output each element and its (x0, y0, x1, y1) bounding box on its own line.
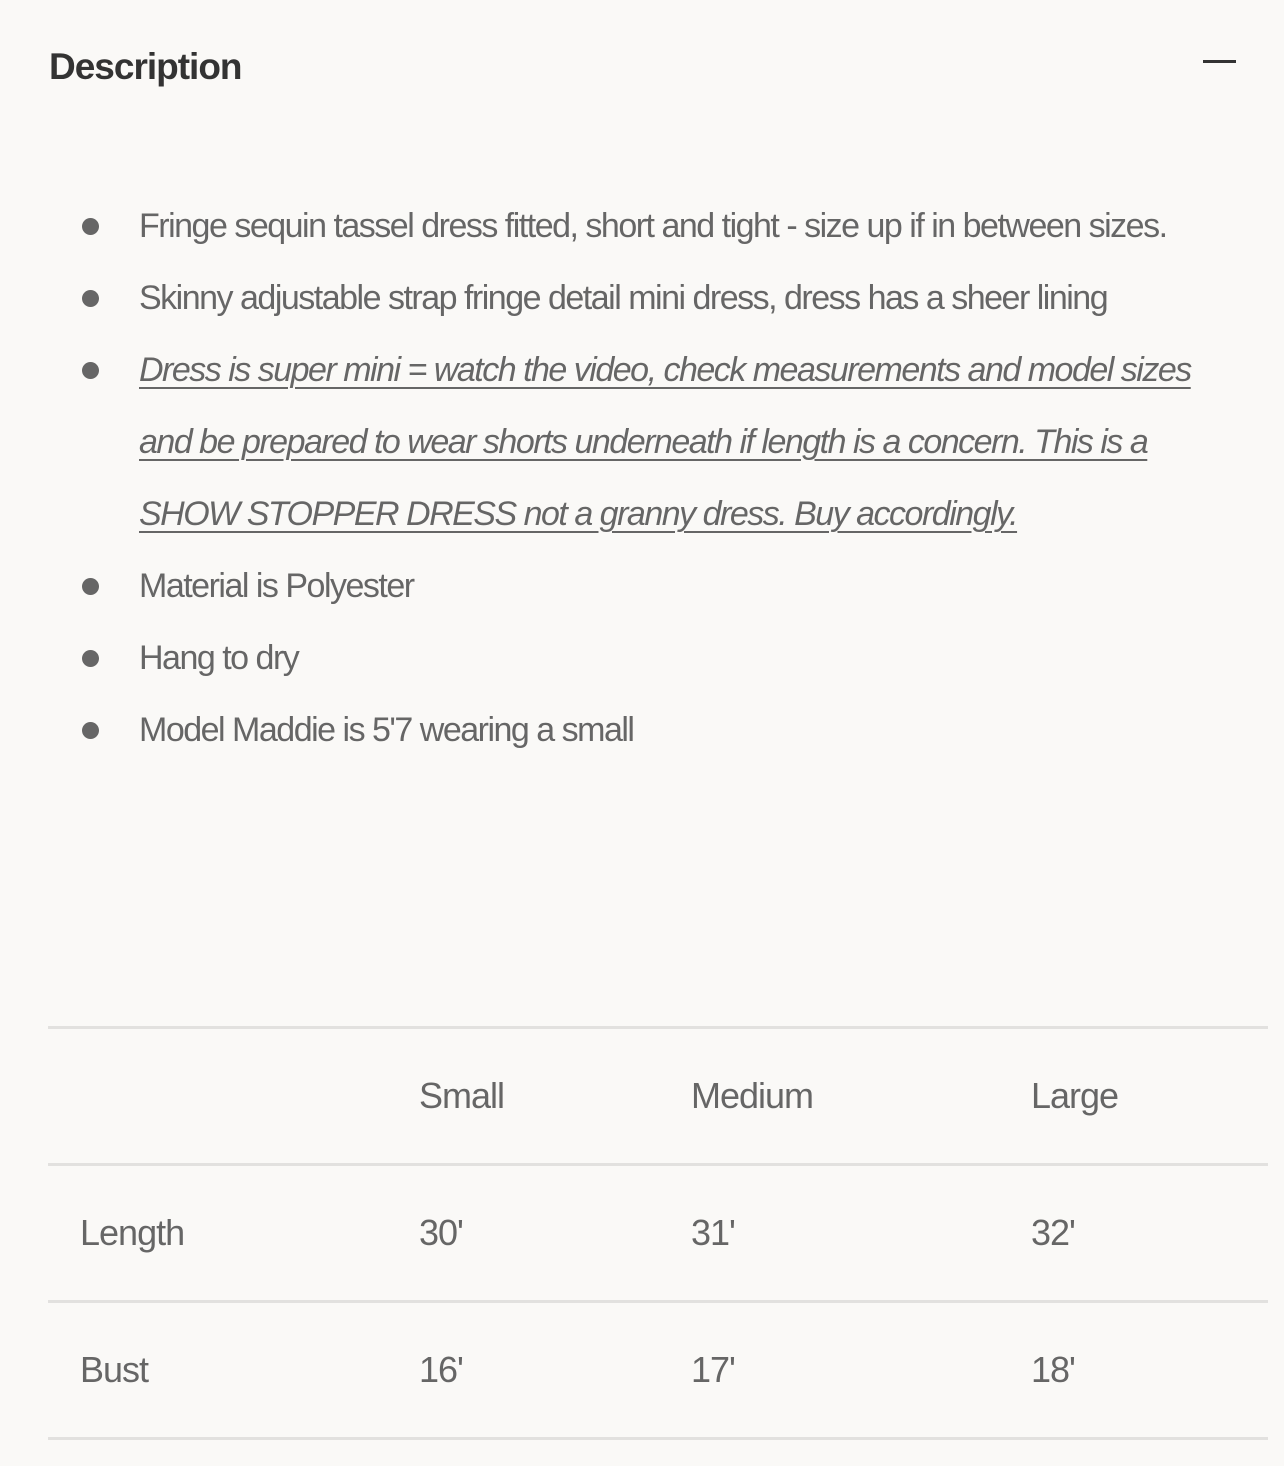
bullet-icon (82, 722, 99, 739)
header-small: Small (419, 1028, 691, 1165)
table-row: Length 30' 31' 32' (48, 1165, 1268, 1302)
description-list (0, 190, 1284, 766)
description-heading[interactable]: Description (49, 46, 242, 87)
header-large: Large (1031, 1028, 1268, 1165)
bullet-icon (82, 362, 99, 379)
list-item: Fringe sequin tassel dress fitted, short and tight - size up if in between sizes. (0, 190, 1284, 262)
bullet-icon (82, 290, 99, 307)
collapse-minus-icon[interactable] (1203, 60, 1236, 63)
bullet-icon (82, 578, 99, 595)
size-table (48, 1026, 1268, 1440)
bullet-icon (82, 650, 99, 667)
list-item: Material is Polyester (0, 550, 1284, 622)
list-item-warning: Dress is super mini = watch the video, check measurements and model sizes and be prepared to wear shorts underneath if length is a concern. This is a SHOW STOPPER DRESS not a granny dress. Buy accordingly. (0, 334, 1284, 550)
bullet-icon (82, 218, 99, 235)
header-medium: Medium (691, 1028, 1031, 1165)
table-row: Bust 16' 17' 18' (48, 1302, 1268, 1439)
table-header-row (48, 1028, 1268, 1165)
list-item: Skinny adjustable strap fringe detail mini dress, dress has a sheer lining (0, 262, 1284, 334)
list-item: Model Maddie is 5'7 wearing a small (0, 694, 1284, 766)
list-item: Hang to dry (0, 622, 1284, 694)
